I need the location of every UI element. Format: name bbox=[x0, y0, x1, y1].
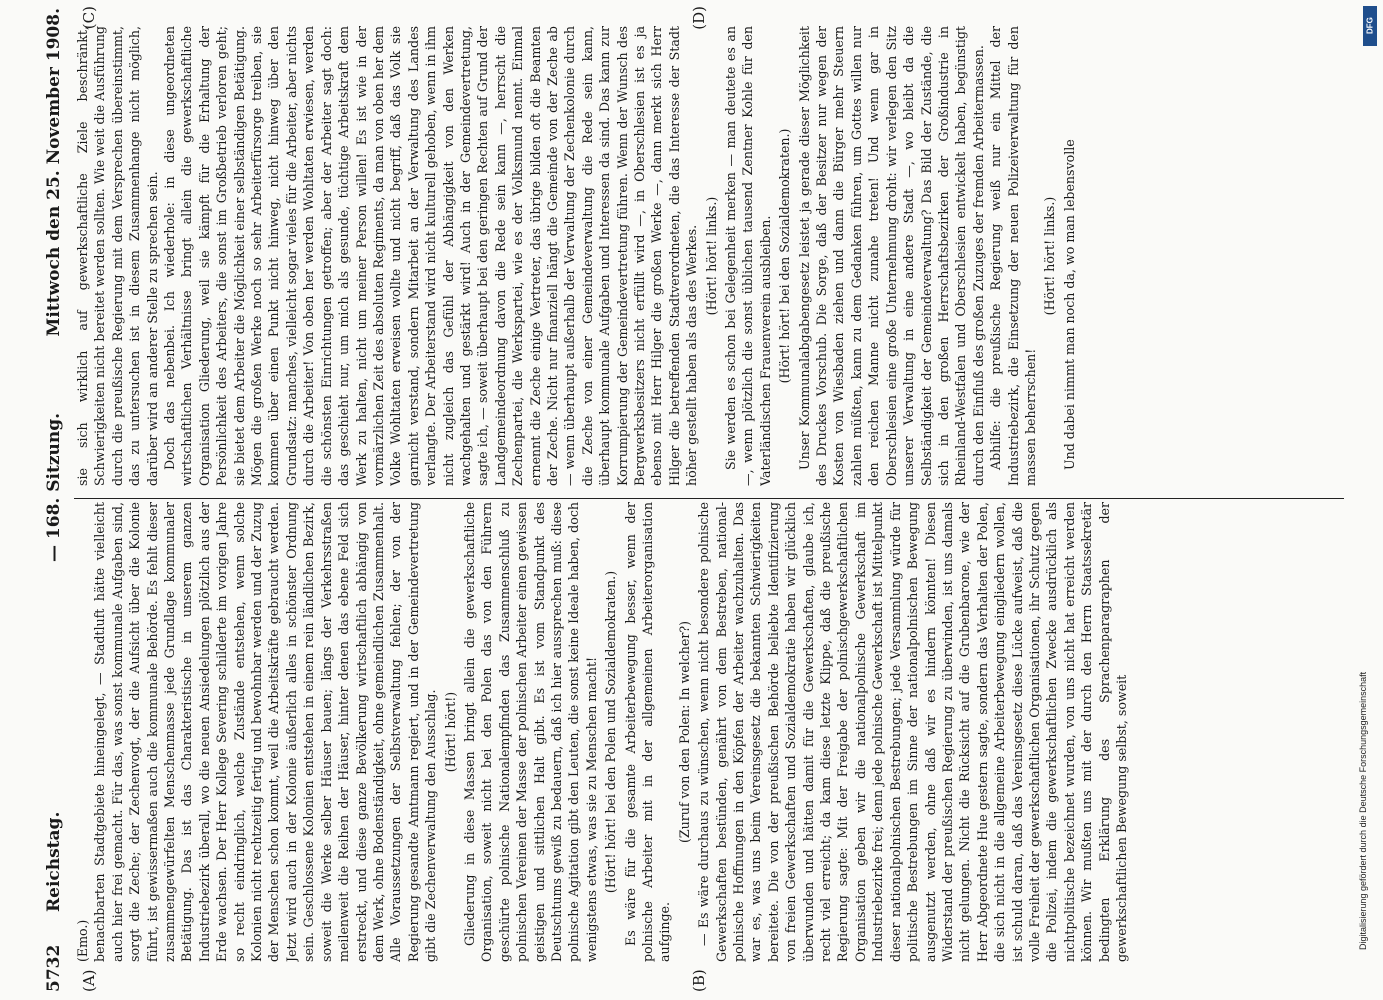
column-divider bbox=[74, 498, 1344, 499]
paragraph: — Es wäre durchaus zu wünschen, wenn nicht besondere polnische Gewerkschaften bestünden, genährt von dem Bestreben, national-polnische Hoffnungen in den Köpfen der Arbeiter wachzuhalten. Das war es, was uns beim Vereinsgesetz die bekannten Schwierigkeiten bereitete. Die von der preußischen Behörde beliebte Identifizierung von freien Gewerkschaften und Sozialdemokratie haben wir glücklich überwunden und hätten damit für die Gewerkschaften, glaube ich, recht viel erreicht; da kam diese letzte Klippe, daß die preußische Regierung sagte: Mit der Freigabe der polnischgewerkschaftlichen Organisation geben wir die nationalpolnische Gewerkschaft im Industriebezirke frei; denn jede polnische Gewerkschaft ist Mittelpunkt dieser nationalpolnischen Bestrebungen; jede Versammlung würde für politische Bestrebungen im Sinne der nationalpolnischen Bewegung ausgenutzt werden, ohne daß wir es hindern könnten! Diesen Widerstand der preußischen Regierung zu überwinden, ist uns damals nicht gelungen. Nicht die Rücksicht auf die Grubenbarone, wie der Herr Abgeordnete Hue gestern sagte, sondern das Verhalten der Polen, die sich nicht in die allgemeine Arbeiterbewegung eingliedern wollen, ist schuld daran, daß das Vereinsgesetz diese Lücke aufweist, daß die volle Freiheit der gewerkschaftlichen Organisationen, ihr Schutz gegen die Polizei, indem die gewerkschaftlichen Zwecke ausdrücklich als nichtpolitische bezeichnet wurden, von uns nicht hat erreicht werden können. Wir mußten uns mit der durch den Herrn Staatssekretär bedingten Erklärung des Sprachenparagraphen der gewerkschaftlichen Bewegung selbst, soweit bbox=[696, 502, 1129, 962]
margin-marker-b: (B) bbox=[690, 969, 708, 992]
margin-marker-c: (C) bbox=[80, 6, 98, 30]
left-column bbox=[74, 502, 1344, 962]
interjection: (Hört! hört! links.) bbox=[703, 196, 719, 316]
header-date: Mittwoch den 25. November 1908. bbox=[44, 8, 64, 337]
paragraph: Abhilfe: die preußische Regierung weiß nur ein Mittel der Industriebezirk, die Einsetzung der neuen Polizeiverwaltung für den massen beherrschen! bbox=[988, 26, 1038, 486]
margin-marker-d: (D) bbox=[690, 6, 708, 30]
paragraph: Doch das nebenbei. Ich wiederhole: in diese ungeordneten wirtschaftlichen Verhältnisse bringt allein die gewerkschaftliche Organisation Gliederung, weil sie kämpft für die Erhaltung der Persönlichkeit des Arbeiters, die sonst im Großbetrieb verloren geht; sie bietet dem Arbeiter die Möglichkeit einer selbständigen Betätigung. Mögen die großen Werke noch so sehr Arbeiterfürsorge treiben, sie kommen über einen Punkt nicht hinweg, nicht hinweg über den Grundsatz: manches, vielleicht sogar vieles für die Arbeiter, aber nichts durch die Arbeiter! Von oben her werden Wohltaten erwiesen, werden die schönsten Einrichtungen getroffen; aber der Arbeiter sagt doch: das geschieht nur, um mich als gesunde, tüchtige Arbeitskraft dem Werk zu halten, nicht um meiner Person willen! Es ist wie in der vormärzlichen Zeit des absoluten Regiments, da man von oben her dem Volke Wohltaten erweisen wollte und nicht begriff, daß das Volk sie garnicht verstand, sondern Mitarbeit an der Verwaltung des Landes verlangte. Der Arbeiterstand wird nicht kulturell gehoben, wenn in ihm nicht zugleich das Gefühl der Abhängigkeit von den Werken wachgehalten und gestärkt wird! Auch in der Gemeindevertretung, sagte ich, — soweit überhaupt bei den geringen Rechten auf Grund der Landgemeindeordnung davon die Rede sein kann —, herrscht die Zechenpartei, die Werkspartei, wie es der Volksmund nennt. Einmal ernennt die Zeche einige Vertreter, das übrige bilden oft die Beamten der Zeche. Nicht nur finanziell hängt die Gemeinde von der Zeche ab — wenn überhaupt außerhalb der Verwaltung der Zechenkolonie durch die Zeche von einer Gemeindeverwaltung die Rede sein kann, überhaupt kommunale Aufgaben und Interessen da sind. Das kann zur Korrumpierung der Gemeindevertretung führen. Wenn der Wunsch des Bergwerksbesitzers nicht erfüllt wird —, in Oberschlesien ist es ja ebenso mit Herr Hilger die großen Werke —, dann merkt sich Herr Hilger die betreffenden Stadtverordneten, die das Interesse der Stadt höher gestellt haben als das des Werkes. bbox=[162, 26, 700, 486]
interjection: (Hört! hört!) bbox=[442, 691, 458, 773]
paragraph: Unser Kommunalabgabengesetz leistet ja gerade dieser Möglichkeit des Druckes Vorschub. Die Sorge, daß der Besitzer nur wegen der Kosten von Wiesbaden ziehen und dann die Bürger mehr Steuern zahlen müßten, kann zu dem Gedanken führen, um Gottes willen nur den reichen Manne nicht zunahe treten! Und wenn gar in Oberschlesien eine große Unternehmung droht: wir verlegen den Sitz unserer Verwaltung in eine andere Stadt —, wo bleibt da die Selbständigkeit der Gemeindeverwaltung? Das Bild der Zustände, die sich in den großen Herrschaftsbezirken der Großindustrie in Rheinland-Westfalen und Oberschlesien entwickelt haben, begünstigt durch den Einfluß des großen Zuzuges der fremden Arbeitermassen. bbox=[796, 26, 986, 486]
paragraph: Sie werden es schon bei Gelegenheit merken — man deutete es an —, wenn plötzlich die sonst üblichen tausend Zentner Kohle für den Vaterländischen Frauenverein ausbleiben. bbox=[723, 26, 773, 486]
right-column bbox=[74, 26, 1344, 486]
interjection: (Hört! hört! links.) bbox=[1042, 196, 1058, 316]
interjection: (Hört! hört! bei den Sozialdemokraten.) bbox=[777, 128, 793, 384]
dfg-logo: DFG bbox=[1363, 6, 1377, 46]
running-header bbox=[40, 8, 70, 992]
interjection: (Zuruf von den Polen: In welcher?) bbox=[676, 620, 692, 844]
header-publication: Reichstag. bbox=[44, 811, 64, 912]
paragraph: Und dabei nimmt man noch da, wo man lebensvolle bbox=[1061, 139, 1077, 470]
interjection: (Hört! hört! bei den Polen und Sozialdemokraten.) bbox=[603, 570, 619, 894]
printed-page bbox=[40, 8, 1352, 992]
paragraph: benachbarten Stadtgebiete hineingelegt, — Stadtluft hätte vielleicht auch hier frei gemacht. Für das, was sonst kommunale Aufgaben sind, sorgt die Zeche; der Zechenvogt, der die Aufsicht über die Kolonie führt, ist gewissermaßen auch die kommunale Behörde. Es fehlt dieser zusammengewürfelten Menschenmasse jede Grundlage kommunaler Betätigung. Das ist das Charakteristische in unserem ganzen Industriebezirk überall, wo die neuen Ansiedelungen plötzlich aus der Erde wachsen. Der Herr Kollege Severing schilderte im vorigen Jahre so recht eindringlich, welche Zustände entstehen, wenn solche Kolonien nicht rechtzeitig fertig und bewohnbar werden und der Zuzug der Menschen schon kommt, weil die Arbeitskräfte gebraucht werden. Jetzt wird auch in der Kolonie äußerlich alles in schönster Ordnung sein. Geschlossene Kolonien entstehen in einem rein ländlichen Bezirk, soweit die Werke selber Häuser bauen; längs der Verkehrsstraßen meilenweit die Reihen der Häuser, hinter denen das ebene Feld sich erstreckt, und diese ganze Bevölkerung wirtschaftlich abhängig von dem Werk, ohne Bodenständigkeit, ohne gemeindlichen Zusammenhalt. Alle Voraussetzungen der Selbstverwaltung fehlen; der von der Regierung gesandte Amtmann regiert, und in der Gemeindevertretung gibt die Zechenverwaltung den Ausschlag. bbox=[92, 502, 439, 962]
header-session: — 168. Sitzung. bbox=[44, 412, 64, 562]
paragraph: Gliederung in diese Massen bringt allein die gewerkschaftliche Organisation, soweit nicht bei den Polen das von den Führern geschürte polnische Nationalempfinden das Zusammenschluß zu polnischen Vereinen der Masse der polnischen Arbeiter einen gewissen geistigen und sittlichen Halt gibt. Es ist vom Standpunkt des Deutschtums gewiß zu bedauern, daß ich hier aussprechen muß: diese polnische Agitation gibt den Leuten, die sonst keine Ideale haben, doch wenigstens etwas, was sie zu Menschen macht! bbox=[461, 502, 599, 962]
digitization-credit: Digitalisierung gefördert durch die Deutsche Forschungsgemeinschaft bbox=[1358, 671, 1368, 950]
paragraph: Es wäre für die gesamte Arbeiterbewegung besser, wenn der polnische Arbeiter mit in der allgemeinen Arbeiterorganisation aufginge. bbox=[622, 502, 673, 962]
margin-marker-a: (A) bbox=[80, 969, 98, 992]
paragraph: sie sich wirklich auf gewerkschaftliche Ziele beschränkt, Schwierigkeiten nicht bereitet werden sollten. Wie weit die Ausführung durch die preußische Regierung mit dem Versprechen übereinstimmt, das zu untersuchen ist in diesem Zusammenhange nicht möglich, darüber wird an anderer Stelle zu sprechen sein. bbox=[75, 26, 160, 486]
speaker-tag: (Emo.) bbox=[75, 919, 90, 962]
page-number: 5732 bbox=[44, 944, 64, 992]
